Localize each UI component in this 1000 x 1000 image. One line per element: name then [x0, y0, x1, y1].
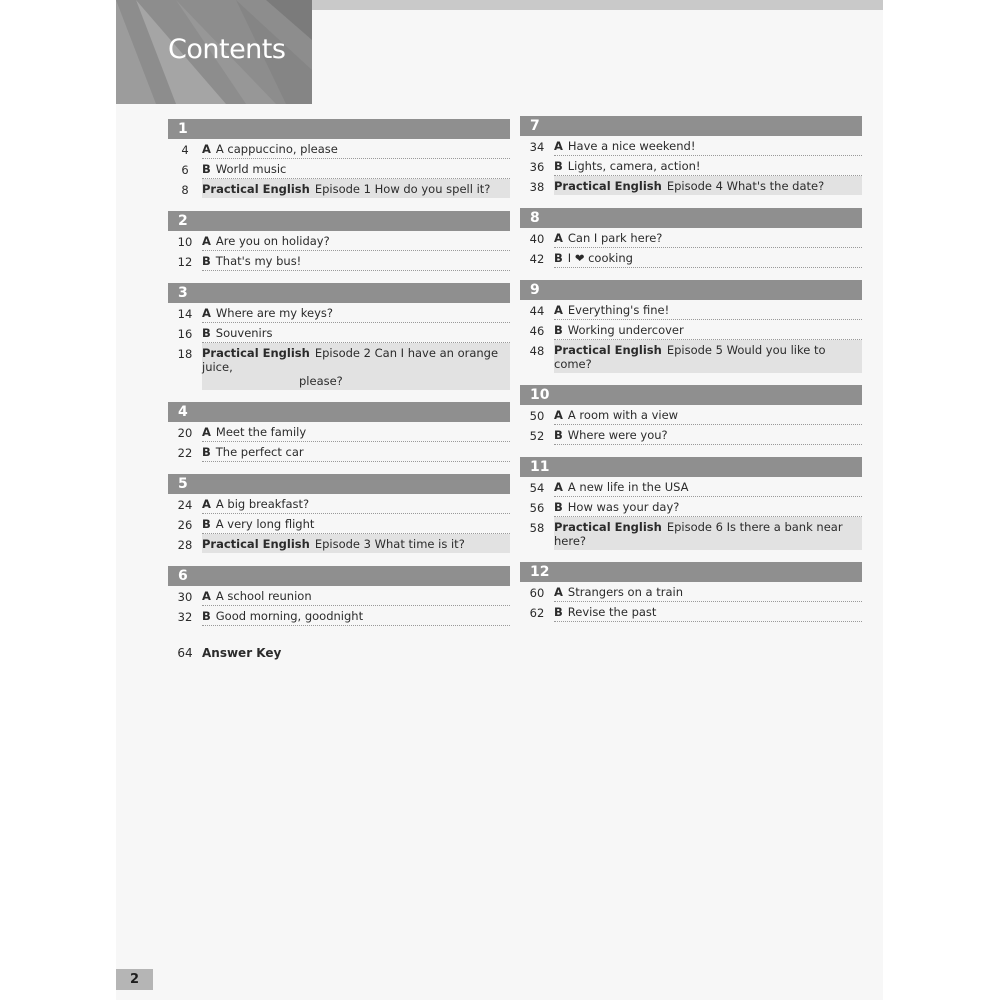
lesson-entry[interactable]	[520, 156, 862, 176]
entry-title: Lights, camera, action!	[567, 159, 701, 173]
entry-title: Souvenirs	[215, 326, 273, 340]
unit-number-bar: 11	[520, 457, 862, 477]
lesson-entry[interactable]	[168, 606, 510, 626]
unit-section	[168, 566, 510, 626]
unit-number-bar: 1	[168, 119, 510, 139]
lesson-letter: A	[202, 142, 211, 156]
entry-page-number: 24	[177, 498, 193, 512]
entry-body	[202, 343, 510, 390]
lesson-letter: B	[202, 609, 211, 623]
page-number-badge: 2	[116, 969, 153, 990]
entry-body	[554, 300, 862, 320]
entry-body	[554, 602, 862, 622]
practical-english-label: Practical English	[554, 179, 662, 193]
lesson-entry[interactable]	[168, 514, 510, 534]
practical-english-label: Practical English	[202, 537, 310, 551]
entry-page-number: 18	[177, 347, 193, 361]
entry-title: Episode 2 Can I have an orange juice,	[202, 346, 499, 374]
entry-page-number: 4	[181, 143, 189, 157]
practical-english-entry[interactable]	[168, 179, 510, 199]
unit-number-bar: 10	[520, 385, 862, 405]
entry-page-number: 28	[177, 538, 193, 552]
entry-page-number: 10	[177, 235, 193, 249]
entry-title: Strangers on a train	[567, 585, 683, 599]
entry-body	[202, 534, 510, 553]
lesson-entry[interactable]	[520, 300, 862, 320]
entry-page-number: 20	[177, 426, 193, 440]
lesson-entry[interactable]	[168, 422, 510, 442]
lesson-entry[interactable]	[520, 425, 862, 445]
lesson-letter: A	[202, 234, 211, 248]
entry-title-continued: please?	[299, 374, 343, 388]
lesson-entry[interactable]	[168, 303, 510, 323]
lesson-letter: A	[554, 303, 563, 317]
unit-section	[168, 283, 510, 390]
entry-page-number: 60	[529, 586, 545, 600]
entry-page-number: 16	[177, 327, 193, 341]
page-title: Contents	[168, 34, 286, 65]
entry-page-number: 8	[181, 183, 189, 197]
unit-number-bar: 6	[168, 566, 510, 586]
lesson-entry[interactable]	[168, 251, 510, 271]
unit-section	[520, 457, 862, 550]
entry-title: A new life in the USA	[567, 480, 689, 494]
entry-title: How was your day?	[567, 500, 680, 514]
entry-body	[202, 494, 510, 514]
lesson-letter: A	[202, 497, 211, 511]
lesson-entry[interactable]	[168, 159, 510, 179]
entry-page-number: 56	[529, 501, 545, 515]
practical-english-label: Practical English	[202, 346, 310, 360]
contents-column-right	[520, 116, 862, 634]
lesson-letter: B	[554, 251, 563, 265]
unit-number-bar: 9	[520, 280, 862, 300]
entry-title: Revise the past	[567, 605, 657, 619]
unit-number-bar: 2	[168, 211, 510, 231]
entry-body	[554, 320, 862, 340]
entry-page-number: 62	[529, 606, 545, 620]
unit-section	[168, 119, 510, 199]
entry-title: That's my bus!	[215, 254, 302, 268]
answer-key-entry[interactable]	[168, 646, 281, 660]
entry-body	[554, 156, 862, 176]
lesson-entry[interactable]	[168, 231, 510, 251]
lesson-letter: B	[202, 517, 211, 531]
entry-body	[202, 323, 510, 343]
lesson-letter: B	[554, 500, 563, 514]
answer-key-page: 64	[177, 646, 193, 660]
practical-english-entry[interactable]	[168, 343, 510, 390]
lesson-entry[interactable]	[168, 494, 510, 514]
lesson-letter: A	[202, 425, 211, 439]
unit-section	[168, 474, 510, 554]
entry-title: Are you on holiday?	[215, 234, 330, 248]
unit-number-bar: 4	[168, 402, 510, 422]
entry-page-number: 38	[529, 180, 545, 194]
lesson-letter: A	[554, 585, 563, 599]
entry-body	[202, 179, 510, 198]
unit-number-bar: 8	[520, 208, 862, 228]
entry-body	[202, 586, 510, 606]
entry-title: World music	[215, 162, 287, 176]
entry-body	[202, 139, 510, 159]
unit-number-bar: 12	[520, 562, 862, 582]
entry-title: Episode 5 Would you like to come?	[554, 343, 826, 371]
lesson-letter: A	[554, 231, 563, 245]
lesson-letter: A	[554, 139, 563, 153]
entry-body	[554, 248, 862, 268]
entry-page-number: 26	[177, 518, 193, 532]
lesson-entry[interactable]	[168, 442, 510, 462]
lesson-letter: A	[554, 480, 563, 494]
unit-section	[168, 211, 510, 271]
unit-section	[520, 385, 862, 445]
entry-page-number: 50	[529, 409, 545, 423]
practical-english-entry[interactable]	[168, 534, 510, 554]
lesson-letter: B	[554, 428, 563, 442]
entry-body	[202, 251, 510, 271]
lesson-letter: A	[554, 408, 563, 422]
entry-title: Where were you?	[567, 428, 668, 442]
entry-page-number: 40	[529, 232, 545, 246]
entry-body	[202, 514, 510, 534]
entry-page-number: 42	[529, 252, 545, 266]
entry-page-number: 54	[529, 481, 545, 495]
lesson-entry[interactable]	[520, 497, 862, 517]
practical-english-entry[interactable]	[520, 340, 862, 373]
entry-title: Episode 4 What's the date?	[666, 179, 825, 193]
unit-section	[520, 562, 862, 622]
lesson-entry[interactable]	[520, 136, 862, 156]
entry-body	[554, 340, 862, 373]
entry-body	[554, 477, 862, 497]
practical-english-label: Practical English	[202, 182, 310, 196]
unit-section	[168, 402, 510, 462]
entry-title: Everything's fine!	[567, 303, 670, 317]
unit-section	[520, 280, 862, 373]
lesson-letter: B	[202, 162, 211, 176]
lesson-entry[interactable]	[520, 477, 862, 497]
lesson-letter: B	[202, 254, 211, 268]
lesson-entry[interactable]	[520, 405, 862, 425]
lesson-letter: A	[202, 589, 211, 603]
practical-english-entry[interactable]	[520, 517, 862, 550]
entry-page-number: 48	[529, 344, 545, 358]
entry-body	[554, 136, 862, 156]
entry-page-number: 14	[177, 307, 193, 321]
lesson-letter: B	[554, 605, 563, 619]
entry-title: Meet the family	[215, 425, 307, 439]
entry-page-number: 44	[529, 304, 545, 318]
entry-body	[202, 159, 510, 179]
entry-title: Episode 1 How do you spell it?	[314, 182, 491, 196]
entry-page-number: 58	[529, 521, 545, 535]
lesson-entry[interactable]	[168, 139, 510, 159]
entry-title: Where are my keys?	[215, 306, 333, 320]
entry-title: A cappuccino, please	[215, 142, 338, 156]
practical-english-entry[interactable]	[520, 176, 862, 196]
entry-body	[202, 303, 510, 323]
entry-title: A very long flight	[215, 517, 315, 531]
lesson-entry[interactable]	[520, 228, 862, 248]
entry-page-number: 32	[177, 610, 193, 624]
entry-title: Episode 3 What time is it?	[314, 537, 465, 551]
entry-body	[554, 228, 862, 248]
entry-page-number: 22	[177, 446, 193, 460]
entry-page-number: 34	[529, 140, 545, 154]
unit-number-bar: 3	[168, 283, 510, 303]
entry-body	[554, 582, 862, 602]
page-margin	[883, 0, 1000, 1000]
lesson-entry[interactable]	[520, 320, 862, 340]
entry-page-number: 12	[177, 255, 193, 269]
practical-english-label: Practical English	[554, 520, 662, 534]
entry-body	[202, 442, 510, 462]
lesson-letter: B	[554, 323, 563, 337]
entry-body	[554, 517, 862, 550]
entry-title: Good morning, goodnight	[215, 609, 364, 623]
contents-column-left	[168, 119, 510, 638]
lesson-entry[interactable]	[520, 602, 862, 622]
entry-body	[202, 231, 510, 251]
lesson-entry[interactable]	[168, 586, 510, 606]
entry-page-number: 52	[529, 429, 545, 443]
lesson-entry[interactable]	[168, 323, 510, 343]
entry-body	[202, 606, 510, 626]
entry-page-number: 6	[181, 163, 189, 177]
entry-title: Can I park here?	[567, 231, 663, 245]
entry-title: A school reunion	[215, 589, 312, 603]
unit-number-bar: 5	[168, 474, 510, 494]
lesson-letter: B	[554, 159, 563, 173]
entry-page-number: 46	[529, 324, 545, 338]
header-banner	[116, 0, 312, 104]
entry-page-number: 36	[529, 160, 545, 174]
lesson-letter: A	[202, 306, 211, 320]
entry-title: A room with a view	[567, 408, 679, 422]
entry-title: The perfect car	[215, 445, 304, 459]
entry-body	[554, 497, 862, 517]
unit-number-bar: 7	[520, 116, 862, 136]
unit-section	[520, 116, 862, 196]
lesson-entry[interactable]	[520, 248, 862, 268]
entry-title: Working undercover	[567, 323, 684, 337]
entry-body	[202, 422, 510, 442]
entry-title: A big breakfast?	[215, 497, 310, 511]
answer-key-label: Answer Key	[202, 646, 282, 660]
lesson-letter: B	[202, 445, 211, 459]
lesson-entry[interactable]	[520, 582, 862, 602]
entry-body	[554, 405, 862, 425]
entry-body	[554, 176, 862, 195]
unit-section	[520, 208, 862, 268]
entry-title: Episode 6 Is there a bank near here?	[554, 520, 843, 548]
lesson-letter: B	[202, 326, 211, 340]
practical-english-label: Practical English	[554, 343, 662, 357]
entry-title: Have a nice weekend!	[567, 139, 696, 153]
entry-body	[554, 425, 862, 445]
entry-title: I ❤ cooking	[567, 251, 633, 265]
entry-page-number: 30	[177, 590, 193, 604]
